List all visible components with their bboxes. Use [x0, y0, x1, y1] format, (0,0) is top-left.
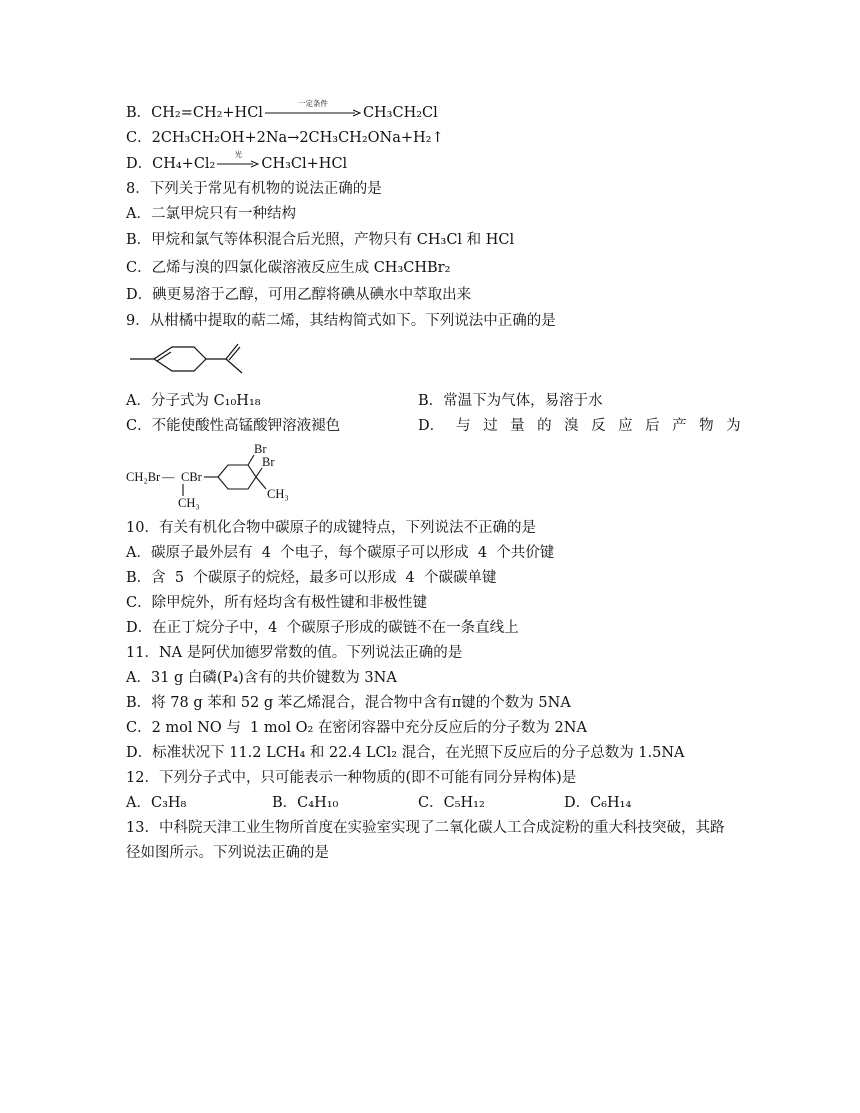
q10-stem: 10．有关有机化合物中碳原子的成键特点，下列说法不正确的是	[126, 520, 536, 536]
q13-stem-line2: 径如图所示。下列说法正确的是	[126, 845, 329, 861]
label-br-top: Br	[254, 442, 267, 456]
label-dash: —	[162, 470, 175, 484]
q9-option-a: A．分子式为 C₁₀H₁₈	[126, 393, 261, 409]
q8-option-d: D．碘更易溶于乙醇，可用乙醇将碘从碘水中萃取出来	[126, 287, 472, 303]
q8-stem: 8．下列关于常见有机物的说法正确的是	[126, 181, 382, 197]
label-ch3-right: CH₃	[267, 487, 289, 501]
reaction-arrow	[217, 150, 259, 168]
q12-option-c: C．C₅H₁₂	[418, 795, 485, 811]
q9-option-d-lead: D．	[418, 418, 445, 434]
q7-option-b-lead: B．CH₂=CH₂+HCl	[126, 105, 263, 121]
arrow-icon	[217, 160, 259, 168]
q7-option-d	[126, 150, 348, 174]
q12-option-a: A．C₃H₈	[126, 795, 187, 811]
q7-option-c: C．2CH₃CH₂OH+2Na→2CH₃CH₂ONa+H₂↑	[126, 130, 444, 146]
q11-stem: 11．NA 是阿伏加德罗常数的值。下列说法正确的是	[126, 645, 463, 661]
q13-stem-line1: 13．中科院天津工业生物所首度在实验室实现了二氧化碳人工合成淀粉的重大科技突破，其路	[126, 820, 725, 836]
label-ch3-lower: CH₃	[178, 496, 200, 510]
q10-option-d: D．在正丁烷分子中，4 个碳原子形成的碳链不在一条直线上	[126, 620, 519, 636]
q11-option-a: A．31 g 白磷(P₄)含有的共价键数为 3NA	[126, 670, 397, 686]
q9-stem: 9．从柑橘中提取的萜二烯，其结构简式如下。下列说法中正确的是	[126, 313, 556, 329]
q11-option-d: D．标准状况下 11.2 LCH₄ 和 22.4 LCl₂ 混合，在光照下反应后的分子总数为 1.5NA	[126, 745, 685, 761]
label-br-second: Br	[262, 455, 275, 469]
q9-option-b: B．常温下为气体，易溶于水	[418, 393, 603, 409]
q9-option-d-text: 与过量的溴反应后产物为	[456, 418, 754, 434]
q11-option-c: C．2 mol NO 与 1 mol O₂ 在密闭容器中充分反应后的分子数为 2NA	[126, 720, 587, 736]
q10-option-a: A．碳原子最外层有 4 个电子，每个碳原子可以形成 4 个共价键	[126, 545, 555, 561]
bromination-product-structure	[124, 438, 304, 514]
q11-option-b: B．将 78 g 苯和 52 g 苯乙烯混合，混合物中含有π键的个数为 5NA	[126, 695, 571, 711]
q8-option-b: B．甲烷和氯气等体积混合后光照，产物只有 CH₃Cl 和 HCl	[126, 232, 515, 248]
q9-option-c: C．不能使酸性高锰酸钾溶液褪色	[126, 418, 341, 434]
q12-stem: 12．下列分子式中，只可能表示一种物质的(即不可能有同分异构体)是	[126, 770, 577, 786]
q7-option-d-product: CH₃Cl+HCl	[261, 156, 348, 172]
q8-option-a: A．二氯甲烷只有一种结构	[126, 206, 296, 222]
q7-option-d-lead: D．CH₄+Cl₂	[126, 156, 216, 172]
q12-option-b: B．C₄H₁₀	[272, 795, 339, 811]
q12-option-d: D．C₆H₁₄	[564, 795, 632, 811]
reaction-arrow	[265, 99, 361, 117]
q8-option-c: C．乙烯与溴的四氯化碳溶液反应生成 CH₃CHBr₂	[126, 260, 451, 276]
q7-option-b-product: CH₃CH₂Cl	[362, 105, 438, 121]
q7-option-b	[126, 99, 438, 123]
reaction-condition: 光	[234, 150, 243, 159]
terpene-structure	[126, 335, 256, 385]
q10-option-c: C．除甲烷外，所有烃均含有极性键和非极性键	[126, 595, 428, 611]
arrow-icon	[265, 109, 361, 117]
label-ch2br: CH₂Br	[126, 470, 161, 484]
q9-option-d	[418, 416, 753, 436]
reaction-condition: 一定条件	[297, 99, 328, 108]
q10-option-b: B．含 5 个碳原子的烷烃，最多可以形成 4 个碳碳单键	[126, 570, 497, 586]
label-cbr: CBr	[181, 470, 202, 484]
